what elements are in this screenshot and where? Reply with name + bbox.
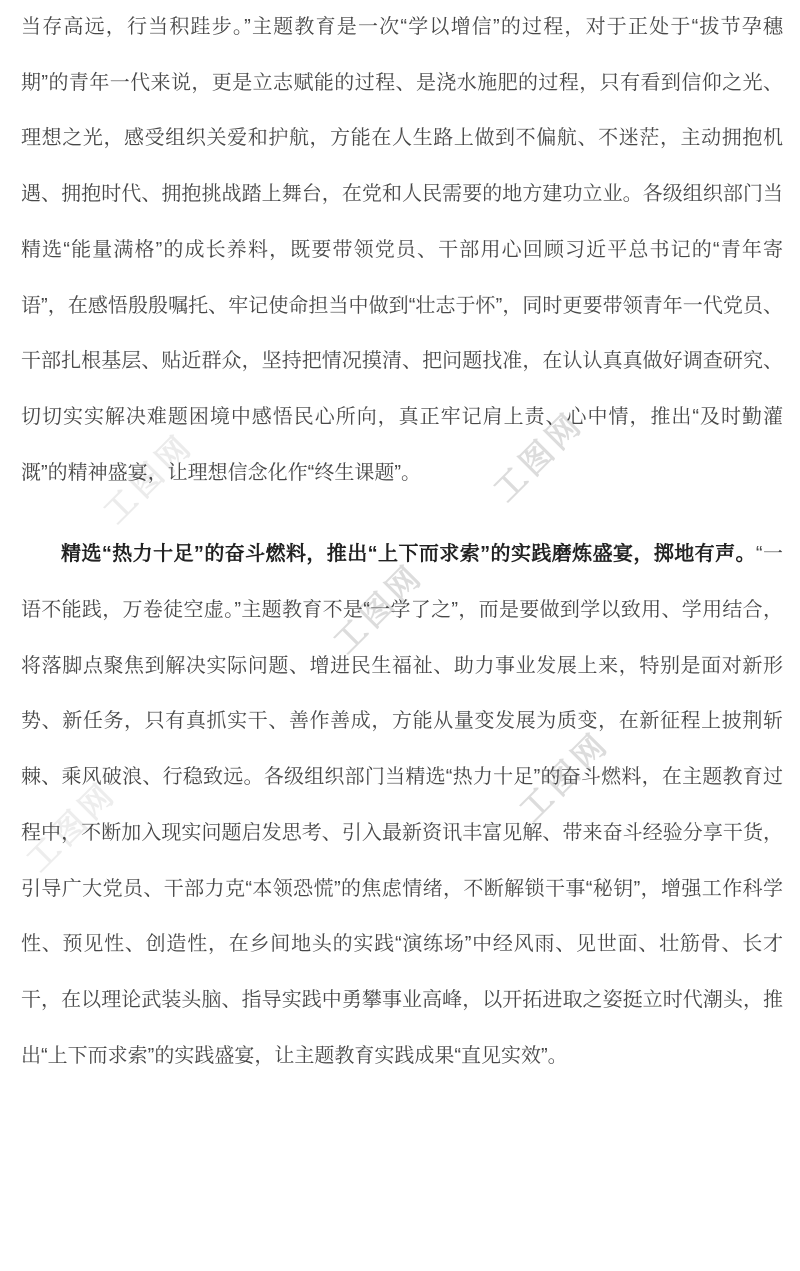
site-watermark: 工图网: [19, 774, 124, 879]
paragraph-text: 当存高远，行当积跬步。”主题教育是一次“学以增信”的过程，对于正处于“拔节孕穗期”的青年一代来说，更是立志赋能的过程、是浇水施肥的过程，只有看到信仰之光、理想之光，感受组织关爱和护航，方能在人生路上做到不偏航、不迷茫，主动拥抱机遇、拥抱时代、拥抱挑战踏上舞台，在党和人民需要的地方建功立业。各级组织部门当精选“能量满格”的成长养料，既要带领党员、干部用心回顾习近平总书记的“青年寄语”，在感悟殷殷嘱托、牢记使命担当中做到“壮志于怀”，同时更要带领青年一代党员、干部扎根基层、贴近群众，坚持把情况摸清、把问题找准，在认认真真做好调查研究、切切实实解决难题困境中感悟民心所向，真正牢记肩上责、心中情，推出“及时勤灌溉”的精神盛宴，让理想信念化作“终生课题”。: [21, 16, 783, 484]
paragraph-bold-lead: 精选“热力十足”的奋斗燃料，推出“上下而求索”的实践磨炼盛宴，掷地有声。: [61, 543, 756, 566]
paragraph: [21, 0, 783, 501]
site-watermark: 工图网: [512, 724, 617, 829]
paragraph-text: “一语不能践，万卷徒空虚。”主题教育不是“一学了之”，而是要做到学以致用、学用结合，将落脚点聚焦到解决实际问题、增进民生福祉、助力事业发展上来，特别是面对新形势、新任务，只有真抓实干、善作善成，方能从量变发展为质变，在新征程上披荆斩棘、乘风破浪、行稳致远。各级组织部门当精选“热力十足”的奋斗燃料，在主题教育过程中，不断加入现实问题启发思考、引入最新资讯丰富见解、带来奋斗经验分享干货，引导广大党员、干部力克“本领恐慌”的焦虑情绪，不断解锁干事“秘钥”，增强工作科学性、预见性、创造性，在乡间地头的实践“演练场”中经风雨、见世面、壮筋骨、长才干，在以理论武装头脑、指导实践中勇攀事业高峰，以开拓进取之姿挺立时代潮头，推出“上下而求索”的实践盛宴，让主题教育实践成果“直见实效”。: [21, 543, 783, 1067]
site-watermark: 工图网: [96, 426, 201, 531]
site-watermark: 工图网: [486, 404, 591, 509]
paragraph: [21, 527, 783, 1084]
site-watermark: 工图网: [326, 556, 431, 661]
